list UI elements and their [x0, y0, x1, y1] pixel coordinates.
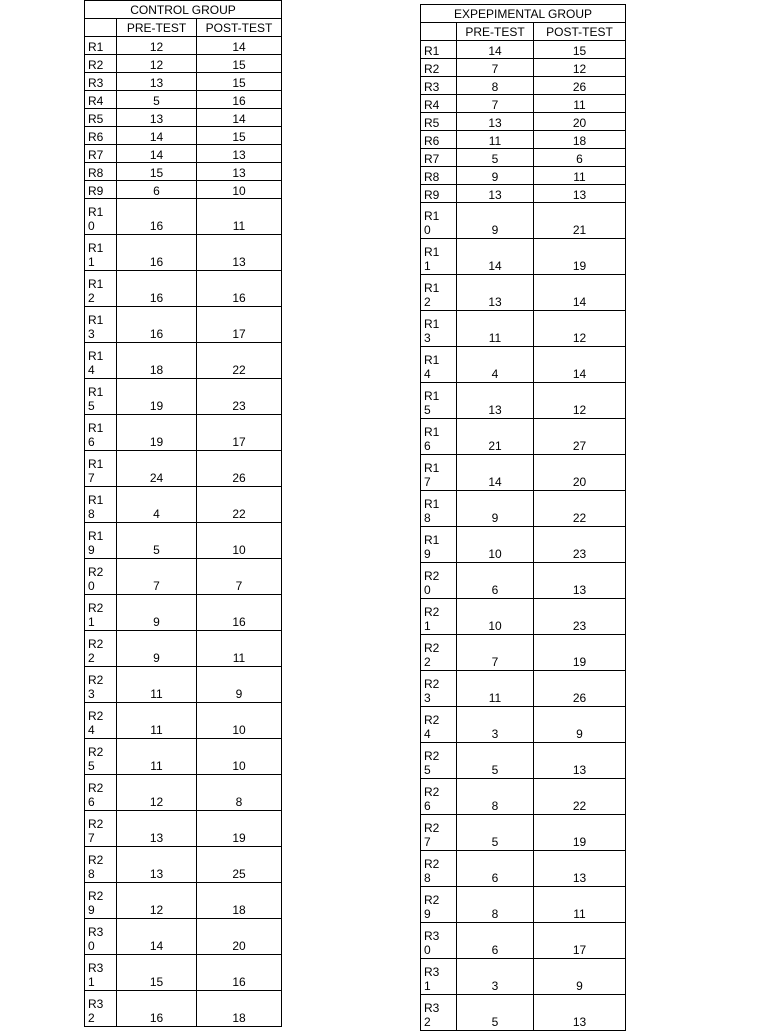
- table-row: [421, 743, 626, 779]
- table-row: [421, 779, 626, 815]
- pre-test-cell: 13: [117, 847, 197, 883]
- post-test-cell: 22: [534, 779, 626, 815]
- post-test-cell: 14: [534, 347, 626, 383]
- respondent-id-cell: R8: [421, 167, 457, 185]
- respondent-id-cell: R2 0: [85, 559, 117, 595]
- respondent-id-cell: R1 5: [85, 379, 117, 415]
- table-row: [421, 275, 626, 311]
- pre-test-cell: 13: [457, 113, 534, 131]
- post-test-cell: 8: [197, 775, 282, 811]
- pre-test-cell: 6: [457, 563, 534, 599]
- control-group-title: CONTROL GROUP: [85, 1, 282, 19]
- pre-test-cell: 5: [457, 743, 534, 779]
- respondent-id-cell: R2 9: [421, 887, 457, 923]
- table-row: [85, 703, 282, 739]
- respondent-id-cell: R1 6: [85, 415, 117, 451]
- table-row: [85, 883, 282, 919]
- experimental-group-title: EXPEPIMENTAL GROUP: [421, 5, 626, 23]
- table-row: [85, 379, 282, 415]
- post-test-cell: 13: [534, 563, 626, 599]
- post-test-cell: 10: [197, 739, 282, 775]
- post-test-cell: 11: [197, 631, 282, 667]
- respondent-id-cell: R2 2: [421, 635, 457, 671]
- table-row: [421, 455, 626, 491]
- control-pre-test-header: PRE-TEST: [117, 19, 197, 37]
- table-row: [421, 563, 626, 599]
- table-row: [421, 95, 626, 113]
- post-test-cell: 15: [197, 73, 282, 91]
- post-test-cell: 26: [197, 451, 282, 487]
- respondent-id-cell: R1 6: [421, 419, 457, 455]
- post-test-cell: 19: [534, 239, 626, 275]
- pre-test-cell: 4: [457, 347, 534, 383]
- table-row: [85, 55, 282, 73]
- post-test-cell: 22: [534, 491, 626, 527]
- respondent-id-cell: R5: [85, 109, 117, 127]
- respondent-id-cell: R3 1: [421, 959, 457, 995]
- post-test-cell: 11: [534, 887, 626, 923]
- pre-test-cell: 14: [457, 239, 534, 275]
- table-row: [85, 775, 282, 811]
- pre-test-cell: 8: [457, 887, 534, 923]
- pre-test-cell: 9: [457, 491, 534, 527]
- respondent-id-cell: R2 8: [421, 851, 457, 887]
- respondent-id-cell: R1 4: [421, 347, 457, 383]
- table-row: [421, 383, 626, 419]
- post-test-cell: 13: [197, 235, 282, 271]
- pre-test-cell: 21: [457, 419, 534, 455]
- pre-test-cell: 6: [457, 851, 534, 887]
- table-row: [421, 59, 626, 77]
- respondent-id-cell: R2 3: [421, 671, 457, 707]
- pre-test-cell: 15: [117, 955, 197, 991]
- respondent-id-cell: R1 0: [85, 199, 117, 235]
- respondent-id-cell: R1 7: [421, 455, 457, 491]
- pre-test-cell: 11: [457, 671, 534, 707]
- post-test-cell: 17: [197, 307, 282, 343]
- table-row: [85, 415, 282, 451]
- post-test-cell: 9: [197, 667, 282, 703]
- post-test-cell: 19: [534, 635, 626, 671]
- table-row: [85, 271, 282, 307]
- table-row: [85, 127, 282, 145]
- respondent-id-cell: R2 2: [85, 631, 117, 667]
- respondent-id-cell: R1 8: [421, 491, 457, 527]
- table-row: [421, 167, 626, 185]
- pre-test-cell: 12: [117, 883, 197, 919]
- experimental-pre-test-header: PRE-TEST: [457, 23, 534, 41]
- table-row: [85, 307, 282, 343]
- pre-test-cell: 10: [457, 527, 534, 563]
- pre-test-cell: 14: [457, 455, 534, 491]
- experimental-header-blank: [421, 23, 457, 41]
- pre-test-cell: 24: [117, 451, 197, 487]
- post-test-cell: 13: [197, 163, 282, 181]
- pre-test-cell: 5: [457, 995, 534, 1031]
- table-row: [421, 671, 626, 707]
- pre-test-cell: 15: [117, 163, 197, 181]
- control-group-body: [85, 1, 282, 1027]
- pre-test-cell: 9: [117, 631, 197, 667]
- table-row: [421, 923, 626, 959]
- table-row: [85, 181, 282, 199]
- respondent-id-cell: R1 2: [85, 271, 117, 307]
- respondent-id-cell: R3 0: [85, 919, 117, 955]
- post-test-cell: 11: [534, 95, 626, 113]
- respondent-id-cell: R2 9: [85, 883, 117, 919]
- table-row: [85, 595, 282, 631]
- table-row: [85, 145, 282, 163]
- post-test-cell: 15: [197, 55, 282, 73]
- pre-test-cell: 5: [117, 91, 197, 109]
- table-row: [421, 113, 626, 131]
- pre-test-cell: 13: [457, 185, 534, 203]
- pre-test-cell: 8: [457, 779, 534, 815]
- pre-test-cell: 13: [117, 73, 197, 91]
- table-row: [421, 149, 626, 167]
- respondent-id-cell: R1 3: [421, 311, 457, 347]
- respondent-id-cell: R2 5: [421, 743, 457, 779]
- respondent-id-cell: R3 1: [85, 955, 117, 991]
- post-test-cell: 18: [197, 991, 282, 1027]
- table-row: [85, 847, 282, 883]
- respondent-id-cell: R3 2: [85, 991, 117, 1027]
- respondent-id-cell: R3: [421, 77, 457, 95]
- pre-test-cell: 12: [117, 37, 197, 55]
- pre-test-cell: 13: [457, 275, 534, 311]
- respondent-id-cell: R1 5: [421, 383, 457, 419]
- pre-test-cell: 7: [457, 59, 534, 77]
- post-test-cell: 6: [534, 149, 626, 167]
- post-test-cell: 26: [534, 77, 626, 95]
- table-row: [85, 739, 282, 775]
- post-test-cell: 12: [534, 59, 626, 77]
- pre-test-cell: 7: [117, 559, 197, 595]
- post-test-cell: 22: [197, 343, 282, 379]
- table-row: [421, 491, 626, 527]
- pre-test-cell: 3: [457, 707, 534, 743]
- pre-test-cell: 11: [457, 311, 534, 347]
- table-row: [421, 815, 626, 851]
- post-test-cell: 15: [534, 41, 626, 59]
- respondent-id-cell: R3 0: [421, 923, 457, 959]
- post-test-cell: 11: [534, 167, 626, 185]
- table-row: [85, 955, 282, 991]
- pre-test-cell: 14: [117, 145, 197, 163]
- table-row: [421, 131, 626, 149]
- respondent-id-cell: R1 9: [85, 523, 117, 559]
- respondent-id-cell: R1 7: [85, 451, 117, 487]
- pre-test-cell: 16: [117, 271, 197, 307]
- respondent-id-cell: R9: [421, 185, 457, 203]
- post-test-cell: 18: [534, 131, 626, 149]
- pre-test-cell: 14: [117, 127, 197, 145]
- table-row: [85, 487, 282, 523]
- pre-test-cell: 13: [457, 383, 534, 419]
- post-test-cell: 23: [197, 379, 282, 415]
- pre-test-cell: 11: [117, 703, 197, 739]
- post-test-cell: 15: [197, 127, 282, 145]
- pre-test-cell: 5: [457, 149, 534, 167]
- table-row: [85, 811, 282, 847]
- pre-test-cell: 3: [457, 959, 534, 995]
- pre-test-cell: 16: [117, 199, 197, 235]
- respondent-id-cell: R1 9: [421, 527, 457, 563]
- table-row: [421, 707, 626, 743]
- post-test-cell: 10: [197, 181, 282, 199]
- table-row: [421, 203, 626, 239]
- table-row: [421, 887, 626, 923]
- post-test-cell: 18: [197, 883, 282, 919]
- table-row: [85, 919, 282, 955]
- respondent-id-cell: R6: [421, 131, 457, 149]
- pre-test-cell: 14: [457, 41, 534, 59]
- post-test-cell: 14: [197, 37, 282, 55]
- post-test-cell: 16: [197, 595, 282, 631]
- table-row: [421, 185, 626, 203]
- respondent-id-cell: R2 4: [421, 707, 457, 743]
- pre-test-cell: 14: [117, 919, 197, 955]
- control-post-test-header: POST-TEST: [197, 19, 282, 37]
- respondent-id-cell: R2 5: [85, 739, 117, 775]
- post-test-cell: 22: [197, 487, 282, 523]
- post-test-cell: 23: [534, 599, 626, 635]
- pre-test-cell: 13: [117, 109, 197, 127]
- table-row: [421, 599, 626, 635]
- pre-test-cell: 16: [117, 991, 197, 1027]
- control-group-table: [84, 0, 282, 1027]
- table-row: [85, 109, 282, 127]
- respondent-id-cell: R1: [85, 37, 117, 55]
- table-row: [421, 77, 626, 95]
- pre-test-cell: 12: [117, 775, 197, 811]
- post-test-cell: 20: [534, 455, 626, 491]
- pre-test-cell: 11: [117, 739, 197, 775]
- post-test-cell: 16: [197, 91, 282, 109]
- post-test-cell: 26: [534, 671, 626, 707]
- respondent-id-cell: R4: [421, 95, 457, 113]
- post-test-cell: 17: [197, 415, 282, 451]
- table-row: [421, 41, 626, 59]
- pre-test-cell: 6: [457, 923, 534, 959]
- respondent-id-cell: R1 3: [85, 307, 117, 343]
- table-row: [421, 995, 626, 1031]
- pre-test-cell: 8: [457, 77, 534, 95]
- pre-test-cell: 9: [457, 203, 534, 239]
- table-row: [85, 91, 282, 109]
- respondent-id-cell: R2 1: [421, 599, 457, 635]
- table-row: [85, 559, 282, 595]
- post-test-cell: 19: [534, 815, 626, 851]
- respondent-id-cell: R2 4: [85, 703, 117, 739]
- experimental-group-body: [421, 5, 626, 1031]
- table-row: [85, 235, 282, 271]
- post-test-cell: 10: [197, 523, 282, 559]
- respondent-id-cell: R7: [85, 145, 117, 163]
- respondent-id-cell: R1 1: [421, 239, 457, 275]
- post-test-cell: 23: [534, 527, 626, 563]
- pre-test-cell: 19: [117, 415, 197, 451]
- pre-test-cell: 13: [117, 811, 197, 847]
- respondent-id-cell: R2 8: [85, 847, 117, 883]
- respondent-id-cell: R8: [85, 163, 117, 181]
- post-test-cell: 19: [197, 811, 282, 847]
- respondent-id-cell: R5: [421, 113, 457, 131]
- respondent-id-cell: R2: [421, 59, 457, 77]
- table-row: [421, 419, 626, 455]
- pre-test-cell: 18: [117, 343, 197, 379]
- post-test-cell: 7: [197, 559, 282, 595]
- pre-test-cell: 16: [117, 307, 197, 343]
- table-row: [85, 451, 282, 487]
- respondent-id-cell: R2: [85, 55, 117, 73]
- respondent-id-cell: R1 8: [85, 487, 117, 523]
- table-row: [85, 523, 282, 559]
- respondent-id-cell: R2 3: [85, 667, 117, 703]
- post-test-cell: 12: [534, 311, 626, 347]
- post-test-cell: 11: [197, 199, 282, 235]
- pre-test-cell: 12: [117, 55, 197, 73]
- table-row: [85, 73, 282, 91]
- pre-test-cell: 5: [457, 815, 534, 851]
- respondent-id-cell: R1 2: [421, 275, 457, 311]
- pre-test-cell: 11: [117, 667, 197, 703]
- table-row: [85, 631, 282, 667]
- respondent-id-cell: R3: [85, 73, 117, 91]
- table-row: [421, 311, 626, 347]
- experimental-group-table: [420, 4, 626, 1031]
- post-test-cell: 9: [534, 959, 626, 995]
- pre-test-cell: 16: [117, 235, 197, 271]
- respondent-id-cell: R1 4: [85, 343, 117, 379]
- respondent-id-cell: R2 0: [421, 563, 457, 599]
- post-test-cell: 9: [534, 707, 626, 743]
- table-row: [421, 347, 626, 383]
- pre-test-cell: 5: [117, 523, 197, 559]
- respondent-id-cell: R1 1: [85, 235, 117, 271]
- post-test-cell: 13: [197, 145, 282, 163]
- post-test-cell: 17: [534, 923, 626, 959]
- pre-test-cell: 7: [457, 635, 534, 671]
- table-row: [85, 199, 282, 235]
- respondent-id-cell: R2 7: [421, 815, 457, 851]
- table-row: [421, 527, 626, 563]
- pre-test-cell: 9: [117, 595, 197, 631]
- pre-test-cell: 10: [457, 599, 534, 635]
- post-test-cell: 14: [534, 275, 626, 311]
- post-test-cell: 16: [197, 955, 282, 991]
- post-test-cell: 13: [534, 743, 626, 779]
- post-test-cell: 13: [534, 185, 626, 203]
- respondent-id-cell: R4: [85, 91, 117, 109]
- respondent-id-cell: R2 1: [85, 595, 117, 631]
- respondent-id-cell: R2 6: [421, 779, 457, 815]
- pre-test-cell: 7: [457, 95, 534, 113]
- respondent-id-cell: R9: [85, 181, 117, 199]
- control-header-blank: [85, 19, 117, 37]
- pre-test-cell: 4: [117, 487, 197, 523]
- post-test-cell: 21: [534, 203, 626, 239]
- table-row: [85, 343, 282, 379]
- post-test-cell: 12: [534, 383, 626, 419]
- pre-test-cell: 19: [117, 379, 197, 415]
- post-test-cell: 20: [534, 113, 626, 131]
- table-row: [85, 163, 282, 181]
- post-test-cell: 14: [197, 109, 282, 127]
- pre-test-cell: 9: [457, 167, 534, 185]
- respondent-id-cell: R2 6: [85, 775, 117, 811]
- experimental-post-test-header: POST-TEST: [534, 23, 626, 41]
- table-row: [421, 239, 626, 275]
- respondent-id-cell: R3 2: [421, 995, 457, 1031]
- post-test-cell: 10: [197, 703, 282, 739]
- post-test-cell: 16: [197, 271, 282, 307]
- respondent-id-cell: R7: [421, 149, 457, 167]
- table-row: [421, 635, 626, 671]
- post-test-cell: 13: [534, 995, 626, 1031]
- post-test-cell: 25: [197, 847, 282, 883]
- respondent-id-cell: R2 7: [85, 811, 117, 847]
- post-test-cell: 20: [197, 919, 282, 955]
- table-row: [85, 37, 282, 55]
- table-row: [421, 959, 626, 995]
- table-row: [421, 851, 626, 887]
- post-test-cell: 13: [534, 851, 626, 887]
- pre-test-cell: 6: [117, 181, 197, 199]
- table-row: [85, 667, 282, 703]
- respondent-id-cell: R6: [85, 127, 117, 145]
- pre-test-cell: 11: [457, 131, 534, 149]
- respondent-id-cell: R1 0: [421, 203, 457, 239]
- respondent-id-cell: R1: [421, 41, 457, 59]
- post-test-cell: 27: [534, 419, 626, 455]
- table-row: [85, 991, 282, 1027]
